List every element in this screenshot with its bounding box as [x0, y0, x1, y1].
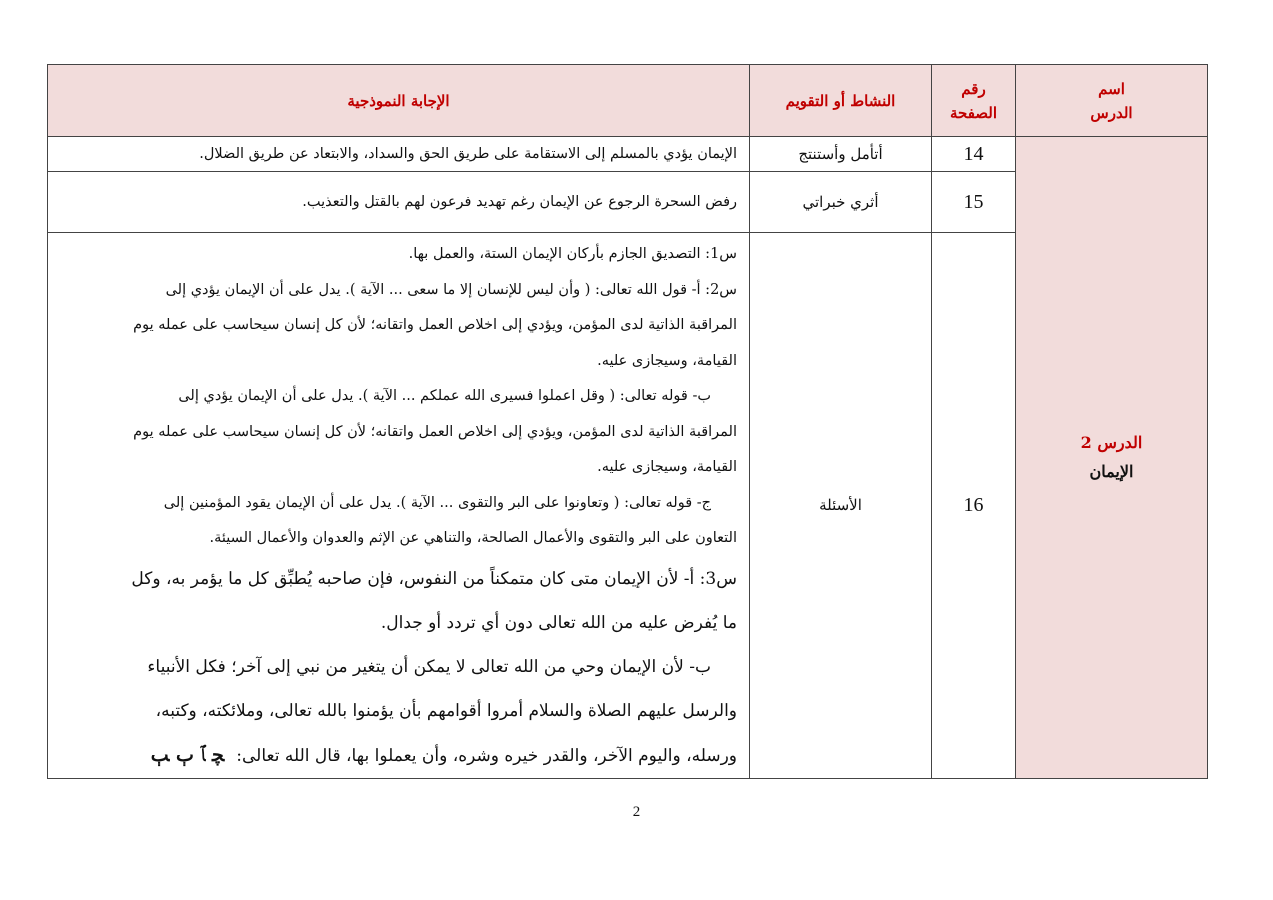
answer-line: س1: التصديق الجازم بأركان الإيمان الستة، والعمل بها. [408, 246, 737, 262]
lesson-name-cell [1016, 137, 1208, 779]
header-activity-label: النشاط أو التقويم [785, 91, 896, 110]
answer-cell: الإيمان يؤدي بالمسلم إلى الاستقامة على طريق الحق والسداد، والابتعاد عن طريق الضلال. [48, 137, 750, 172]
answer-cell: رفض السحرة الرجوع عن الإيمان رغم تهديد فرعون لهم بالقتل والتعذيب. [48, 172, 750, 233]
answer-line: القيامة، وسيجازى عليه. [597, 459, 737, 475]
activity-cell: أثري خبراتي [750, 172, 932, 233]
lesson-answers-table [47, 64, 1208, 779]
answer-cell-questions [48, 233, 750, 779]
page-number-cell: 16 [932, 233, 1016, 779]
answer-line-text: ورسله، واليوم الآخر، والقدر خيره وشره، وأن يعملوا بها، قال الله تعالى: [236, 745, 737, 766]
header-model-answer-label: الإجابة النموذجية [347, 91, 450, 110]
page-number-cell: 14 [932, 137, 1016, 172]
header-page-number-label: رقم الصفحة [949, 79, 998, 122]
answer-line: ما يُفرض عليه من الله تعالى دون أي تردد أو جدال. [380, 612, 737, 633]
answer-line: التعاون على البر والتقوى والأعمال الصالحة، والتناهي عن الإثم والعدوان والأعمال السيئة. [209, 530, 737, 546]
lesson-number: الدرس 2 [1080, 433, 1143, 453]
answer-line: س2: أ- قول الله تعالى: ( وأن ليس للإنسان إلا ما سعى ... الآية ). يدل على أن الإيمان يؤدي إلى [165, 281, 737, 298]
header-model-answer [48, 65, 750, 137]
lesson-title: الإيمان [1089, 462, 1134, 482]
page-number-cell: 15 [932, 172, 1016, 233]
answer-line: المراقبة الذاتية لدى المؤمن، ويؤدي إلى اخلاص العمل واتقانه؛ لأن كل إنسان سيحاسب على عمله يوم [133, 423, 737, 440]
header-page-number [932, 65, 1016, 137]
answer-line: ب- قوله تعالى: ( وقل اعملوا فسيرى الله عملكم ... الآية ). يدل على أن الإيمان يؤدي إلى [178, 388, 711, 404]
answer-line: ب- لأن الإيمان وحي من الله تعالى لا يمكن أن يتغير من نبي إلى آخر؛ فكل الأنبياء [147, 656, 711, 677]
answer-line: القيامة، وسيجازى عليه. [597, 352, 737, 369]
header-activity [750, 65, 932, 137]
activity-cell: الأسئلة [750, 233, 932, 779]
table-header-row [48, 65, 1208, 137]
answer-line: ج- قوله تعالى: ( وتعاونوا على البر والتقوى ... الآية ). يدل على أن الإيمان يقود المؤمنين إلى [163, 494, 711, 511]
table-row [48, 137, 1208, 172]
answer-line: س3: أ- لأن الإيمان متى كان متمكناً من النفوس، فإن صاحبه يُطبِّق كل ما يؤمر به، وكل [131, 568, 737, 589]
activity-cell: أتأمل وأستنتج [750, 137, 932, 172]
header-lesson-name [1016, 65, 1208, 137]
answer-line-last [60, 733, 737, 778]
answer-line: المراقبة الذاتية لدى المؤمن، ويؤدي إلى اخلاص العمل واتقانه؛ لأن كل إنسان سيحاسب على عمله يوم [133, 317, 737, 333]
page-number: 2 [632, 804, 641, 820]
header-lesson-name-label: اسم الدرس [1090, 79, 1133, 122]
quran-glyphs: ﭽ ﭑ ﭒ ﭓ [150, 743, 225, 766]
answer-line: والرسل عليهم الصلاة والسلام أمروا أقوامهم بأن يؤمنوا بالله تعالى، وملائكته، وكتبه، [155, 700, 737, 721]
